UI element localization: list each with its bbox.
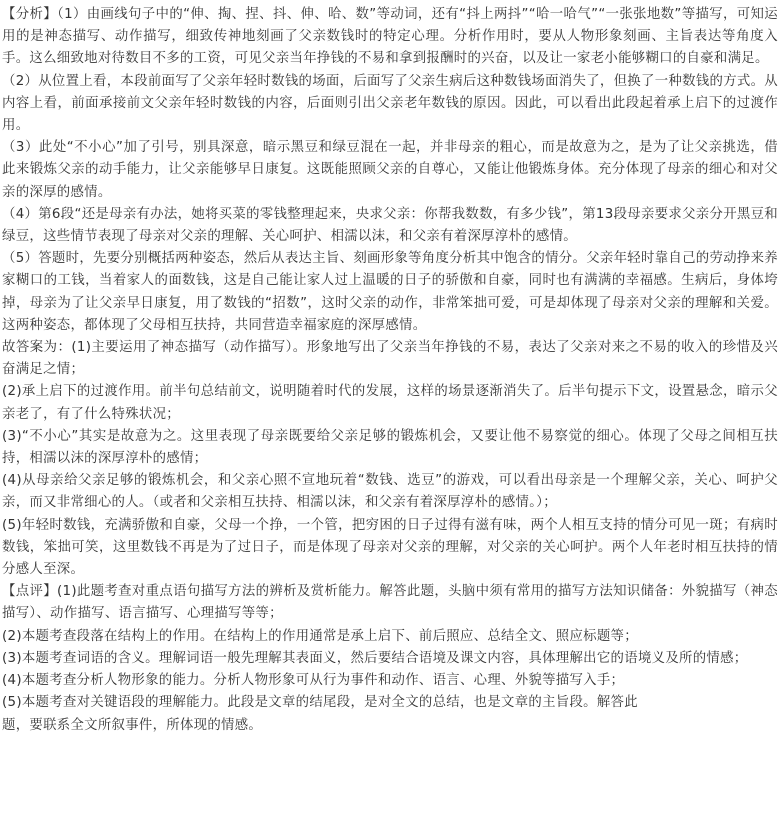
analysis-paragraph-5: （5）答题时，先要分别概括两种姿态，然后从表达主旨、刻画形象等角度分析其中饱含的情分。父亲年轻时靠自己的劳动挣来养家糊口的工钱，当着家人的面数钱，这是自己能让家人过上温暖的日子的骄傲和自豪，同时也有满满的幸福感。生病后，身体垮掉，母亲为了让父亲早日康复，用了数钱的“招数”，这时父亲的动作，非常笨拙可爱，可是却体现了母亲对父亲的理解和关爱。这两种姿态，都体现了父母相互扶持，共同营造幸福家庭的深厚感情。: [2, 251, 778, 333]
answer-paragraph-1: 故答案为：(1)主要运用了神态描写（动作描写）。形象地写出了父亲当年挣钱的不易，表达了父亲对来之不易的收入的珍惜及兴奋满足之情；: [2, 340, 778, 378]
analysis-paragraph-1: 【分析】（1）由画线句子中的“伸、掏、捏、抖、伸、哈、数”等动词，还有“抖上两抖”“哈一哈气”“一张张地数”等描写，可知运用的是神态描写、动作描写，细致传神地刻画了父亲数钱时的特定心理。分析作用时，要从人物形象刻画、主旨表达等角度入手。这么细致地对待数目不多的工资，可见父亲当年挣钱的不易和拿到报酬时的兴奋，以及让一家老小能够糊口的自豪和满足。: [2, 7, 778, 67]
answer-paragraph-5: (5)年轻时数钱，充满骄傲和自豪，父母一个挣，一个管，把穷困的日子过得有滋有味，两个人相互支持的情分可见一斑；有病时数钱，笨拙可笑，这里数钱不再是为了过日子，而是体现了母亲对父亲的理解，对父亲的关心呵护。两个人年老时相互扶持的情分感人至深。: [2, 517, 778, 578]
comment-paragraph-5: (5)本题考查对关键语段的理解能力。此段是文章的结尾段，是对全文的总结，也是文章的主旨段。解答此: [2, 695, 638, 711]
comment-paragraph-1: 【点评】(1)此题考查对重点语句描写方法的辨析及赏析能力。解答此题，头脑中须有常用的描写方法知识储备：外貌描写（神态描写）、动作描写、语言描写、心理描写等等；: [2, 584, 778, 622]
answer-paragraph-2: (2)承上启下的过渡作用。前半句总结前文，说明随着时代的发展，这样的场景逐渐消失了。后半句提示下文，设置悬念，暗示父亲老了，有了什么特殊状况；: [2, 384, 778, 422]
answer-paragraph-4: (4)从母亲给父亲足够的锻炼机会，和父亲心照不宣地玩着“数钱、选豆”的游戏，可以看出母亲是一个理解父亲，关心、呵护父亲，而又非常细心的人。（或者和父亲相互扶持、相濡以沫，和父亲有着深厚淳朴的感情。）；: [2, 473, 778, 511]
comment-paragraph-4: (4)本题考查分析人物形象的能力。分析人物形象可从行为事件和动作、语言、心理、外貌等描写入手；: [2, 673, 625, 689]
comment-paragraph-6: 题，要联系全文所叙事件，所体现的情感。: [2, 717, 263, 733]
comment-paragraph-3: (3)本题考查词语的含义。理解词语一般先理解其表面义，然后要结合语境及课文内容，具体理解出它的语境义及所的情感；: [2, 650, 748, 666]
answer-paragraph-3: (3)“不小心”其实是故意为之。这里表现了母亲既要给父亲足够的锻炼机会，又要让他不易察觉的细心。体现了父母之间相互扶持，相濡以沫的深厚淳朴的感情；: [2, 428, 778, 467]
analysis-paragraph-2: （2）从位置上看，本段前面写了父亲年轻时数钱的场面，后面写了父亲生病后这种数钱场面消失了，但换了一种数钱的方式。从内容上看，前面承接前文父亲年轻时数钱的内容，后面则引出父亲老年数钱的原因。因此，可以看出此段起着承上启下的过渡作用。: [2, 73, 778, 134]
analysis-paragraph-4: （4）第6段“还是母亲有办法，她将买菜的零钱整理起来，央求父亲：你帮我数数，有多少钱”，第13段母亲要求父亲分开黑豆和绿豆，这些情节表现了母亲对父亲的理解、关心呵护、相濡以沫，和父亲有着深厚淳朴的感情。: [2, 206, 778, 245]
analysis-paragraph-3: （3）此处“不小心”加了引号，别具深意，暗示黑豆和绿豆混在一起，并非母亲的粗心，而是故意为之，是为了让父亲挑选，借此来锻炼父亲的动手能力，让父亲能够早日康复。这既能照顾父亲的自尊心，又能让他锻炼身体。充分体现了母亲的细心和对父亲的深厚的感情。: [2, 140, 778, 200]
comment-paragraph-2: (2)本题考查段落在结构上的作用。在结构上的作用通常是承上启下、前后照应、总结全文、照应标题等；: [2, 628, 638, 644]
